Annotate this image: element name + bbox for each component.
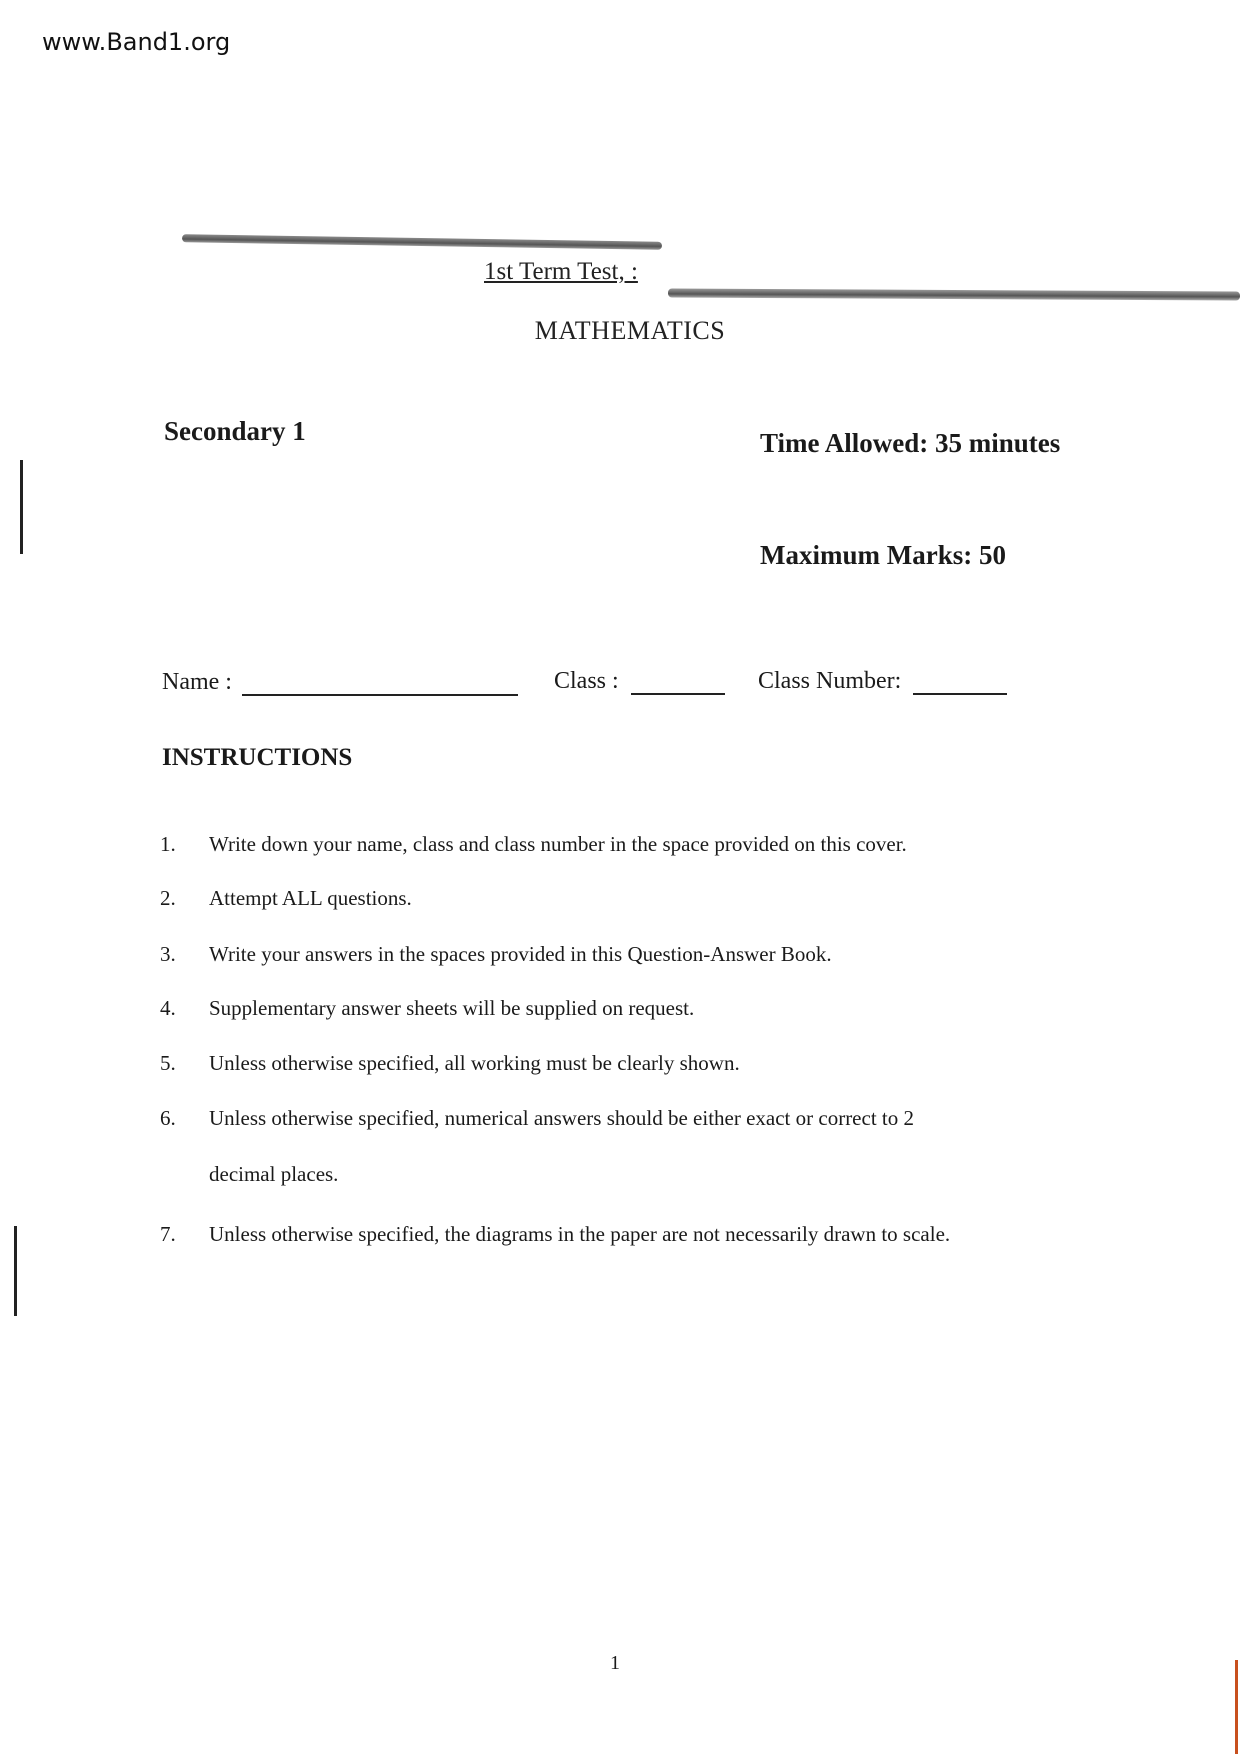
instruction-number: 3. (160, 942, 176, 966)
term-title: 1st Term Test, : (484, 258, 638, 285)
subject-title: MATHEMATICS (534, 316, 726, 345)
torn-paper-edge-right (668, 289, 1240, 301)
instruction-number: 1. (160, 832, 176, 856)
instruction-number: 4. (160, 996, 176, 1020)
instruction-text: decimal places. (209, 1162, 339, 1186)
instruction-text: Unless otherwise specified, numerical answers should be either exact or correct to 2 (209, 1106, 914, 1130)
class-number-blank[interactable] (913, 671, 1007, 695)
instruction-number: 7. (160, 1222, 176, 1246)
instruction-number: 5. (160, 1051, 176, 1075)
instruction-text: Supplementary answer sheets will be supplied on request. (209, 996, 695, 1020)
level-label: Secondary 1 (164, 416, 306, 446)
class-number-field (758, 668, 1007, 695)
time-allowed: Time Allowed: 35 minutes (760, 428, 1061, 458)
instruction-text: Write down your name, class and class number in the space provided on this cover. (209, 832, 907, 856)
instruction-text: Unless otherwise specified, the diagrams in the paper are not necessarily drawn to scale. (209, 1222, 951, 1246)
scan-edge-mark (1235, 1660, 1238, 1754)
watermark-url: www.Band1.org (42, 28, 231, 56)
instructions-heading: INSTRUCTIONS (162, 744, 353, 771)
class-field (554, 668, 725, 695)
instruction-text: Attempt ALL questions. (209, 886, 412, 910)
scan-edge-mark (14, 1226, 17, 1316)
name-blank[interactable] (242, 668, 518, 696)
maximum-marks: Maximum Marks: 50 (760, 540, 1006, 570)
name-field (162, 668, 518, 696)
scan-edge-mark (20, 460, 23, 554)
name-label: Name : (162, 669, 232, 695)
page-number: 1 (610, 1652, 620, 1674)
torn-paper-edge-top (182, 234, 662, 250)
class-number-label: Class Number: (758, 668, 902, 694)
instruction-number: 2. (160, 886, 176, 910)
class-blank[interactable] (631, 671, 725, 695)
instruction-number: 6. (160, 1106, 176, 1130)
instruction-text: Unless otherwise specified, all working must be clearly shown. (209, 1051, 740, 1075)
class-label: Class : (554, 668, 619, 694)
instruction-text: Write your answers in the spaces provided in this Question-Answer Book. (209, 942, 832, 966)
